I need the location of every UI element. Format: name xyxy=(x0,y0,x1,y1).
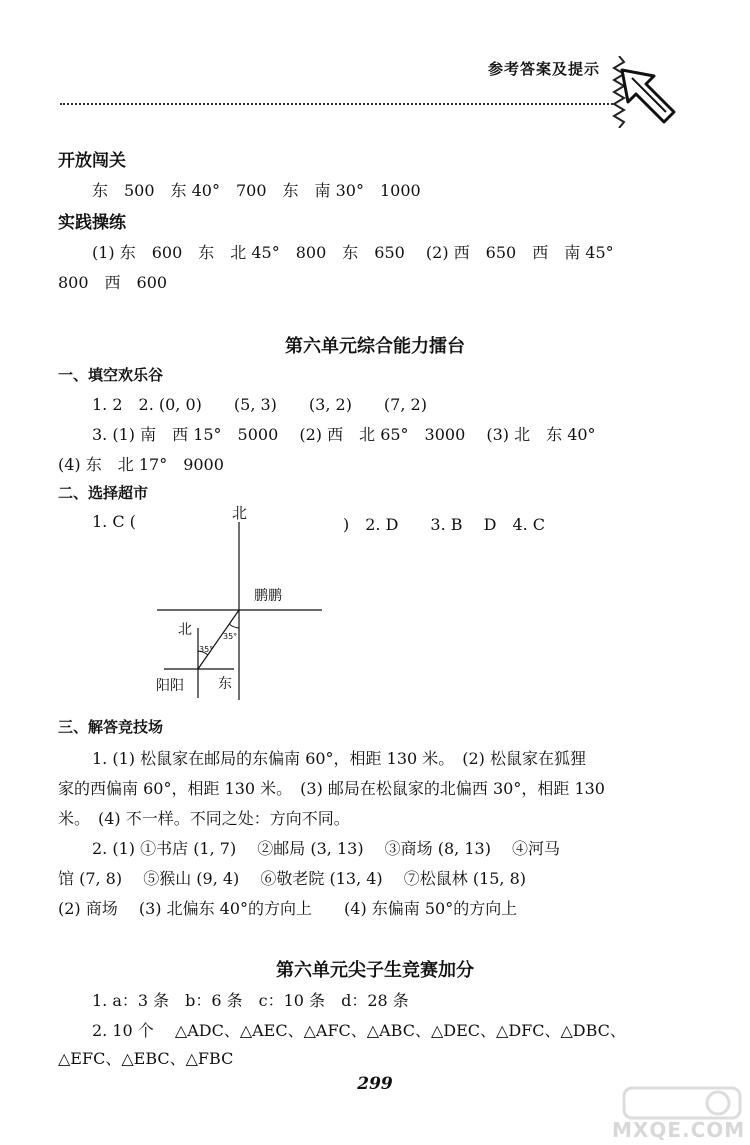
label-north-top: 北 xyxy=(232,504,248,522)
answer-line: (1) 东 600 东 北 45° 800 东 650 (2) 西 650 西 南 45° xyxy=(92,243,614,262)
answer-line: 馆 (7, 8) ⑤猴山 (9, 4) ⑥敬老院 (13, 4) ⑦松鼠林 (15, 8) xyxy=(58,869,527,888)
answer-line: 米。 (4) 不一样。不同之处：方向不同。 xyxy=(58,809,350,828)
answer-line: 2. (1) ①书店 (1, 7) ②邮局 (3, 13) ③商场 (8, 13) ④河马 xyxy=(92,839,561,858)
answer-line: (2) 商场 (3) 北偏东 40°的方向上 (4) 东偏南 50°的方向上 xyxy=(58,899,518,918)
answer-line: 800 西 600 xyxy=(58,273,168,292)
answer-line: 3. (1) 南 西 15° 5000 (2) 西 北 65° 3000 (3) 北 东 40° xyxy=(92,425,596,444)
answer-line: 1. a：3 条 b：6 条 c：10 条 d：28 条 xyxy=(92,991,409,1010)
label-east: 东 xyxy=(218,676,232,692)
answer-line: 1. (1) 松鼠家在邮局的东偏南 60°，相距 130 米。 (2) 松鼠家在狐狸 xyxy=(92,749,587,768)
answer-line: (4) 东 北 17° 9000 xyxy=(58,455,224,474)
answer-line-right: ) 2. D 3. B D 4. C xyxy=(343,515,546,534)
label-north-small: 北 xyxy=(178,622,192,638)
answer-line: 2. 10 个 △ADC、△AEC、△AFC、△ABC、△DEC、△DFC、△DBC、 xyxy=(92,1021,626,1040)
header-dotted-rule xyxy=(60,103,616,105)
watermark-url: MXQE.COM xyxy=(612,1118,746,1142)
unit-title-comprehensive: 第六单元综合能力擂台 xyxy=(285,336,465,357)
answer-line: 家的西偏南 60°，相距 130 米。 (3) 邮局在松鼠家的北偏西 30°，相距 130 xyxy=(58,779,605,798)
angle-label-bottom: 35° xyxy=(199,645,214,654)
arrow-icon xyxy=(618,66,678,128)
direction-diagram xyxy=(150,500,330,700)
part-heading-fill-blanks: 一、填空欢乐谷 xyxy=(58,366,164,384)
label-yangyang: 阳阳 xyxy=(156,678,184,694)
answer-line: △EFC、△EBC、△FBC xyxy=(58,1049,234,1068)
running-header-title: 参考答案及提示 xyxy=(488,60,601,78)
angle-label-top: 35° xyxy=(223,632,238,641)
page-number: 299 xyxy=(357,1074,393,1094)
section-heading-open-level: 开放闯关 xyxy=(58,151,126,171)
answer-line: 1. 2 2. (0, 0) (5, 3) (3, 2) (7, 2) xyxy=(92,395,427,414)
unit-title-top-students: 第六单元尖子生竞赛加分 xyxy=(276,960,474,981)
answer-line-left: 1. C ( xyxy=(92,512,136,531)
part-heading-multiple-choice: 二、选择超市 xyxy=(58,484,149,502)
label-pengpeng: 鹏鹏 xyxy=(254,588,282,604)
watermark-logo xyxy=(622,1086,742,1120)
section-heading-practice: 实践操练 xyxy=(58,213,126,233)
answer-line: 东 500 东 40° 700 东 南 30° 1000 xyxy=(92,181,421,200)
part-heading-problem-solving: 三、解答竞技场 xyxy=(58,718,164,736)
